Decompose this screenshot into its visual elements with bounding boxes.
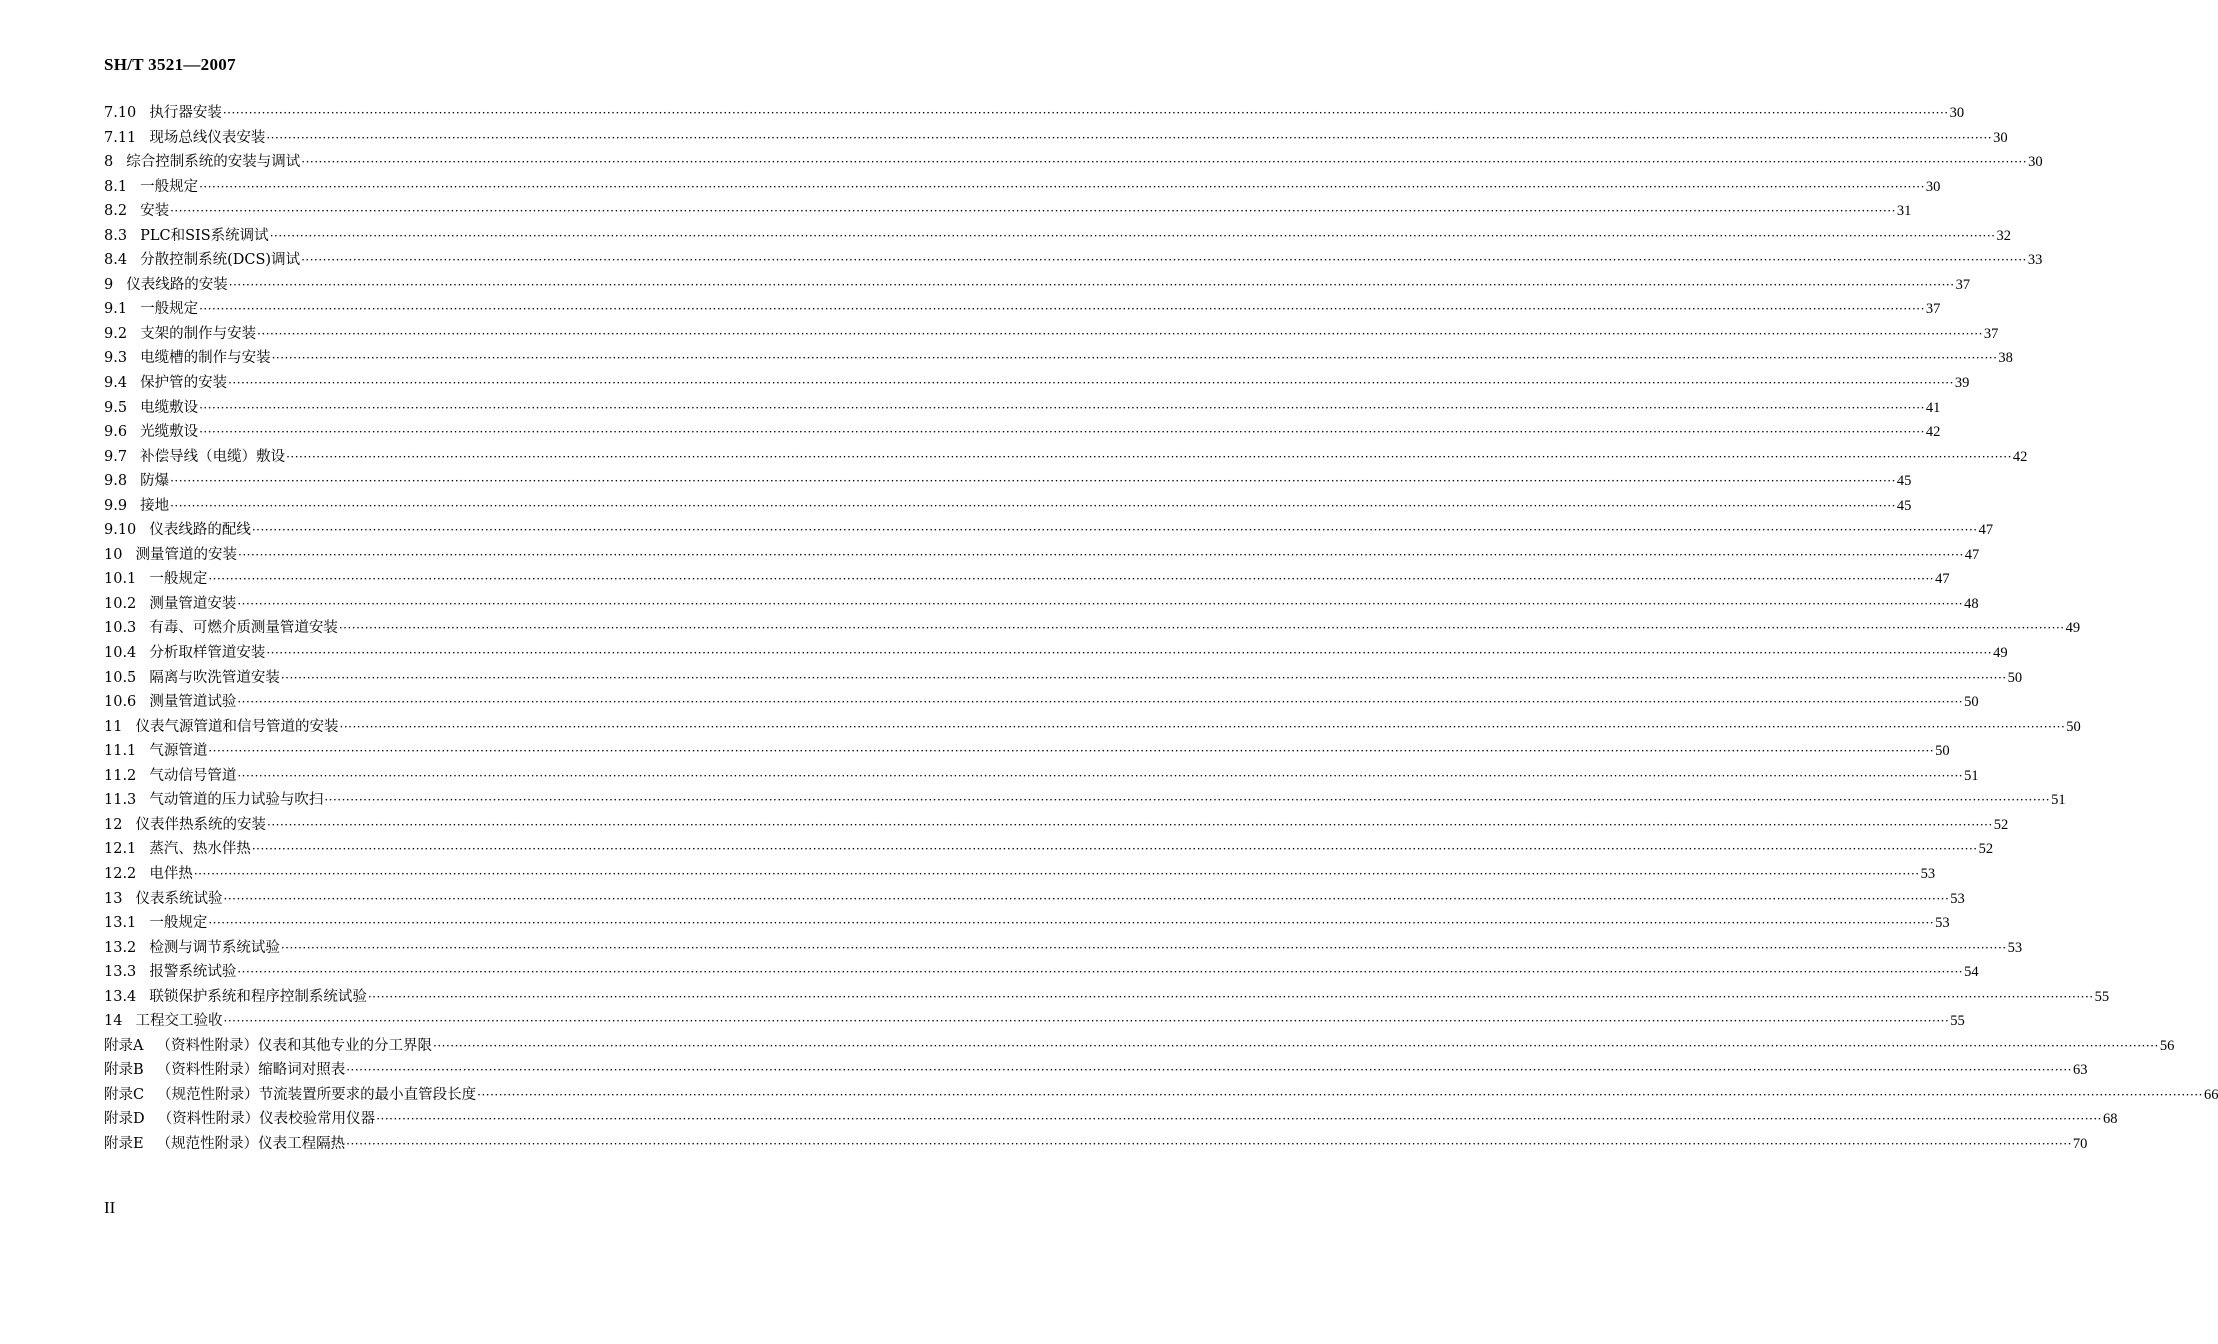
toc-entry-page: 47	[1964, 546, 1980, 563]
toc-entry[interactable]	[104, 101, 1965, 126]
toc-entry-title	[104, 1132, 345, 1157]
dot-leader: ················································································································································································································································································································································································································	[286, 449, 2012, 464]
toc-entry-number: 10.4	[104, 645, 137, 662]
dot-leader: ················································································································································································································································································································································································································	[199, 400, 1925, 415]
toc-entry-text: 联锁保护系统和程序控制系统试验	[149, 988, 367, 1005]
toc-entry-page: 51	[2051, 792, 2066, 809]
toc-entry-page: 37	[1955, 276, 1971, 293]
toc-entry[interactable]	[104, 1034, 2175, 1059]
toc-entry-number: 附录A	[104, 1037, 144, 1054]
toc-entry-page: 31	[1896, 203, 1912, 220]
toc-entry-title	[104, 248, 300, 273]
dot-leader: ················································································································································································································································································································································································································	[257, 326, 1983, 341]
toc-entry-page: 39	[1954, 375, 1970, 392]
toc-entry-number: 13.3	[104, 964, 137, 981]
toc-entry-title	[104, 567, 207, 592]
toc-entry-title	[104, 690, 236, 715]
dot-leader: ················································································································································································································································································································································································································	[237, 965, 1964, 980]
toc-entry-page: 42	[2012, 448, 2028, 465]
toc-entry-text: 气动管道的压力试验与吹扫	[149, 792, 324, 809]
toc-entry-text: 测量管道安装	[149, 595, 237, 612]
toc-entry-number: 9	[104, 276, 114, 293]
dot-leader: ················································································································································································································································································································································································································	[266, 130, 1993, 145]
toc-entry-page: 30	[1925, 178, 1941, 195]
toc-entry-title	[104, 985, 367, 1010]
toc-entry-page: 66	[2203, 1086, 2218, 1103]
toc-entry-title	[104, 199, 169, 224]
toc-entry-title	[104, 813, 266, 838]
toc-entry-page: 55	[1950, 1013, 1965, 1030]
toc-entry-number: 7.11	[104, 129, 137, 146]
toc-entry-text: 一般规定	[149, 571, 208, 588]
toc-entry-title	[104, 273, 228, 298]
dot-leader: ················································································································································································································································································································································································································	[170, 498, 1896, 513]
toc-entry[interactable]	[104, 911, 1950, 936]
toc-entry-title	[104, 126, 265, 151]
standard-code: SH/T 3521—2007	[104, 55, 236, 74]
toc-entry-number: 8.4	[104, 252, 128, 269]
toc-entry-page: 41	[1925, 399, 1941, 416]
toc-entry-page: 68	[2102, 1111, 2118, 1128]
toc-entry-number: 9.6	[104, 424, 128, 441]
toc-entry-title	[104, 936, 280, 961]
dot-leader: ················································································································································································································································································································································································································	[271, 351, 1998, 366]
toc-entry-page: 49	[2065, 620, 2081, 637]
toc-entry-text: 防爆	[140, 473, 170, 490]
toc-entry-title	[104, 616, 338, 641]
dot-leader: ················································································································································································································································································································································································································	[208, 572, 1935, 587]
toc-entry-text: 保护管的安装	[140, 375, 228, 392]
toc-entry-text: 一般规定	[149, 915, 208, 932]
toc-entry-page: 50	[2007, 669, 2023, 686]
dot-leader: ················································································································································································································································································································································································································	[222, 106, 1949, 120]
toc-entry-page: 49	[1993, 645, 2008, 662]
dot-leader: ················································································································································································································································································································································································································	[339, 719, 2066, 734]
toc-entry-text: 蒸汽、热水伴热	[149, 841, 251, 858]
toc-entry-page: 52	[1978, 841, 1994, 858]
toc-entry-title	[104, 739, 207, 764]
dot-leader: ················································································································································································································································································································································································································	[477, 1087, 2203, 1102]
toc-entry-number: 8.1	[104, 178, 128, 195]
toc-entry[interactable]	[104, 150, 2043, 175]
toc-entry-number: 13.4	[104, 988, 137, 1005]
toc-entry-number: 10.3	[104, 620, 137, 637]
toc-entry-number: 9.3	[104, 350, 128, 367]
toc-entry-text: （资料性附录）仪表校验常用仪器	[157, 1111, 376, 1128]
toc-entry-text: 补偿导线（电缆）敷设	[140, 448, 286, 465]
toc-entry-text: 一般规定	[140, 301, 199, 318]
toc-entry-text: 一般规定	[140, 178, 199, 195]
dot-leader: ················································································································································································································································································································································································································	[376, 1112, 2102, 1127]
toc-entry[interactable]	[104, 126, 2008, 151]
dot-leader: ················································································································································································································································································································································································································	[280, 670, 2007, 685]
toc-entry-number: 14	[104, 1013, 123, 1030]
dot-leader: ················································································································································································································································································································································································································	[301, 253, 2027, 268]
toc-entry-text: 测量管道试验	[149, 694, 237, 711]
toc-entry-page: 30	[1949, 105, 1965, 121]
dot-leader: ················································································································································································································································································································································································································	[251, 842, 1978, 857]
toc-entry-number: 8.3	[104, 227, 128, 244]
dot-leader: ················································································································································································································································································································································································································	[228, 376, 1954, 391]
toc-entry-number: 10	[104, 546, 123, 563]
toc-entry[interactable]	[104, 788, 2066, 813]
dot-leader: ················································································································································································································································································································································································································	[301, 155, 2028, 170]
toc-entry-title	[104, 788, 323, 813]
toc-entry-title	[104, 150, 300, 175]
toc-entry-page: 42	[1925, 424, 1941, 441]
toc-entry-page: 70	[2072, 1135, 2088, 1152]
toc-entry-title	[104, 1034, 432, 1059]
toc-entry-number: 13.1	[104, 915, 137, 932]
toc-entry[interactable]	[104, 567, 1950, 592]
toc-entry-text: 工程交工验收	[135, 1013, 223, 1030]
toc-entry-title	[104, 297, 198, 322]
toc-entry-page: 50	[1935, 743, 1950, 760]
dot-leader: ················································································································································································································································································································································································································	[237, 695, 1964, 710]
toc-entry-title	[104, 715, 339, 740]
toc-entry-title	[104, 592, 236, 617]
toc-entry-title	[104, 887, 223, 912]
toc-entry-title	[104, 322, 256, 347]
toc-entry-page: 47	[1978, 522, 1994, 539]
toc-entry-page: 48	[1964, 595, 1979, 612]
toc-entry-text: 分散控制系统(DCS)调试	[140, 252, 301, 269]
toc-entry-title	[104, 396, 198, 421]
toc-entry-title	[104, 862, 193, 887]
toc-entry-number: 8	[104, 154, 114, 171]
toc-entry-number: 附录C	[104, 1086, 145, 1103]
toc-entry-page: 30	[1993, 129, 2008, 146]
toc-entry[interactable]	[104, 543, 1980, 568]
dot-leader: ················································································································································································································································································································································································································	[324, 793, 2051, 808]
toc-entry-text: （资料性附录）仪表和其他专业的分工界限	[156, 1037, 433, 1054]
toc-entry-number: 9.10	[104, 522, 137, 539]
dot-leader: ················································································································································································································································································································································································································	[223, 1014, 1950, 1029]
dot-leader: ················································································································································································································································································································································································································	[346, 1063, 2072, 1078]
toc-entry-page: 52	[1993, 816, 2009, 833]
toc-entry-title	[104, 1107, 375, 1132]
toc-entry[interactable]	[104, 199, 1912, 224]
toc-entry-text: 执行器安装	[149, 105, 222, 121]
toc-entry[interactable]	[104, 175, 1941, 200]
toc-entry-text: 仪表伴热系统的安装	[135, 816, 266, 833]
toc-entry-number: 10.2	[104, 595, 137, 612]
toc-entry-title	[104, 101, 222, 126]
toc-entry-title	[104, 445, 285, 470]
toc-entry[interactable]	[104, 224, 2011, 249]
toc-entry[interactable]	[104, 1107, 2118, 1132]
toc-entry-number: 附录E	[104, 1135, 144, 1152]
toc-entry-text: 电缆槽的制作与安装	[140, 350, 271, 367]
toc-entry-page: 63	[2072, 1062, 2088, 1079]
toc-entry[interactable]	[104, 641, 2008, 666]
toc-entry[interactable]	[104, 371, 1970, 396]
toc-entry-number: 11.1	[104, 743, 137, 760]
toc-entry[interactable]	[104, 985, 2110, 1010]
toc-entry-page: 55	[2094, 988, 2110, 1005]
toc-entry-number: 9.4	[104, 375, 128, 392]
toc-entry-number: 9.8	[104, 473, 128, 490]
toc-entry[interactable]	[104, 297, 1941, 322]
toc-entry-page: 37	[1983, 325, 1999, 342]
toc-entry-number: 9.7	[104, 448, 128, 465]
dot-leader: ················································································································································································································································································································································································································	[237, 596, 1964, 611]
toc-entry-number: 11.2	[104, 767, 137, 784]
toc-entry-title	[104, 224, 269, 249]
toc-entry-text: （规范性附录）节流装置所要求的最小直管段长度	[157, 1086, 477, 1103]
toc-entry[interactable]	[104, 273, 1971, 298]
toc-entry-page: 30	[2028, 154, 2043, 171]
dot-leader: ················································································································································································································································································································································································································	[238, 547, 1964, 562]
toc-entry[interactable]	[104, 396, 1941, 421]
toc-entry-number: 12	[104, 816, 123, 833]
dot-leader: ················································································································································································································································································································································································································	[237, 768, 1964, 783]
toc-entry-number: 附录D	[104, 1111, 145, 1128]
toc-entry-number: 9.9	[104, 497, 128, 514]
toc-entry-number: 11.3	[104, 792, 137, 809]
toc-entry[interactable]	[104, 248, 2043, 273]
toc-entry-number: 9.2	[104, 325, 128, 342]
toc-entry-page: 47	[1935, 571, 1950, 588]
toc-entry-title	[104, 175, 198, 200]
toc-entry[interactable]	[104, 494, 1912, 519]
toc-entry-title	[104, 837, 251, 862]
toc-entry[interactable]	[104, 322, 1999, 347]
dot-leader: ················································································································································································································································································································································································································	[193, 866, 1920, 881]
toc-entry[interactable]	[104, 445, 2028, 470]
toc-entry[interactable]	[104, 592, 1979, 617]
dot-leader: ················································································································································································································································································································································································································	[346, 1136, 2072, 1151]
toc-entry-page: 32	[1996, 227, 2011, 244]
dot-leader: ················································································································································································································································································································································································································	[199, 179, 1925, 194]
dot-leader: ················································································································································································································································································································································································································	[199, 302, 1925, 317]
dot-leader: ················································································································································································································································································································································································································	[280, 940, 2007, 955]
toc-entry-page: 33	[2027, 252, 2043, 269]
toc-entry-title	[104, 420, 198, 445]
toc-entry-title	[104, 641, 265, 666]
toc-entry-title	[104, 543, 237, 568]
toc-entry[interactable]	[104, 346, 2013, 371]
toc-entry[interactable]	[104, 837, 1994, 862]
toc-entry-title	[104, 518, 251, 543]
toc-entry-number: 10.6	[104, 694, 137, 711]
toc-entry[interactable]	[104, 518, 1994, 543]
toc-entry[interactable]	[104, 690, 1979, 715]
toc-entry[interactable]	[104, 1132, 2088, 1157]
dot-leader: ················································································································································································································································································································································································································	[208, 744, 1935, 759]
dot-leader: ················································································································································································································································································································································································································	[266, 646, 1993, 661]
toc-entry[interactable]	[104, 666, 2023, 691]
page-number: II	[104, 1198, 116, 1217]
toc-entry-text: 接地	[140, 497, 170, 514]
toc-entry-text: 支架的制作与安装	[140, 325, 257, 342]
toc-entry-title	[104, 371, 227, 396]
toc-entry-text: 光缆敷设	[140, 424, 199, 441]
toc-entry-text: 仪表线路的配线	[149, 522, 251, 539]
toc-entry-text: 仪表系统试验	[135, 890, 223, 907]
toc-entry-page: 51	[1964, 767, 1979, 784]
toc-entry-title	[104, 1083, 476, 1108]
dot-leader: ················································································································································································································································································································································································································	[199, 425, 1925, 440]
toc-entry-text: 气源管道	[149, 743, 208, 760]
toc-entry-text: 仪表线路的安装	[126, 276, 228, 293]
toc-entry-page: 38	[1998, 350, 2013, 367]
toc-entry[interactable]	[104, 715, 2081, 740]
dot-leader: ················································································································································································································································································································································································································	[170, 204, 1896, 219]
toc-entry-text: 电伴热	[149, 865, 193, 882]
toc-entry[interactable]	[104, 616, 2081, 641]
toc-entry-page: 37	[1925, 301, 1941, 318]
toc-entry[interactable]	[104, 936, 2023, 961]
toc-entry-text: 隔离与吹洗管道安装	[149, 669, 280, 686]
toc-entry[interactable]	[104, 862, 1936, 887]
toc-entry-number: 9.5	[104, 399, 128, 416]
toc-entry-text: 有毒、可燃介质测量管道安装	[149, 620, 338, 637]
toc-entry-text: 报警系统试验	[149, 964, 237, 981]
toc-entry-title	[104, 1058, 345, 1083]
toc-entry[interactable]	[104, 420, 1941, 445]
toc-entry[interactable]	[104, 813, 2009, 838]
toc-entry-page: 54	[1964, 964, 1979, 981]
toc-entry-page: 50	[1964, 694, 1979, 711]
toc-entry-text: （规范性附录）仪表工程隔热	[156, 1135, 346, 1152]
toc-entry-title	[104, 494, 169, 519]
toc-entry[interactable]	[104, 960, 1979, 985]
toc-entry-page: 45	[1896, 497, 1912, 514]
toc-entry-text: 测量管道的安装	[135, 546, 237, 563]
toc-entry-text: 仪表气源管道和信号管道的安装	[135, 718, 339, 735]
toc-entry[interactable]	[104, 887, 1965, 912]
toc-entry[interactable]	[104, 739, 1950, 764]
toc-entry[interactable]	[104, 1009, 1965, 1034]
dot-leader: ················································································································································································································································································································································································································	[208, 916, 1935, 931]
toc-entry-text: 安装	[140, 203, 170, 220]
toc-entry[interactable]	[104, 1058, 2088, 1083]
dot-leader: ················································································································································································································································································································································································································	[269, 228, 1996, 243]
toc-entry-title	[104, 346, 271, 371]
toc-entry-text: 检测与调节系统试验	[149, 939, 280, 956]
table-of-contents	[104, 101, 2218, 1157]
toc-entry-page: 53	[1950, 890, 1965, 907]
toc-entry-text: 气动信号管道	[149, 767, 237, 784]
dot-leader: ················································································································································································································································································································································································································	[170, 474, 1896, 489]
toc-entry-page: 53	[1935, 915, 1950, 932]
toc-entry-number: 12.2	[104, 865, 137, 882]
toc-entry-number: 11	[104, 718, 123, 735]
toc-entry-number: 12.1	[104, 841, 137, 858]
toc-entry-number: 8.2	[104, 203, 128, 220]
toc-entry-text: PLC和SIS系统调试	[140, 227, 269, 244]
dot-leader: ················································································································································································································································································································································································································	[433, 1038, 2159, 1053]
toc-entry-number: 7.10	[104, 105, 137, 121]
dot-leader: ················································································································································································································································································································································································································	[251, 523, 1978, 538]
toc-entry-text: 综合控制系统的安装与调试	[126, 154, 301, 171]
toc-entry-number: 10.5	[104, 669, 137, 686]
toc-entry-page: 53	[1920, 865, 1936, 882]
toc-entry-text: 分析取样管道安装	[149, 645, 266, 662]
toc-entry[interactable]	[104, 1083, 2218, 1108]
dot-leader: ················································································································································································································································································································································································································	[338, 621, 2065, 636]
toc-entry-text: （资料性附录）缩略词对照表	[156, 1062, 346, 1079]
toc-entry-number: 13.2	[104, 939, 137, 956]
toc-entry-page: 45	[1896, 473, 1912, 490]
toc-entry-number: 9.1	[104, 301, 128, 318]
toc-entry-title	[104, 666, 280, 691]
toc-entry[interactable]	[104, 469, 1912, 494]
toc-entry-page: 53	[2007, 939, 2023, 956]
toc-entry-page: 50	[2066, 718, 2081, 735]
toc-entry-number: 10.1	[104, 571, 137, 588]
toc-entry-number: 附录B	[104, 1062, 144, 1079]
toc-entry-title	[104, 469, 169, 494]
toc-entry-title	[104, 764, 236, 789]
toc-entry-text: 电缆敷设	[140, 399, 199, 416]
toc-entry-number: 13	[104, 890, 123, 907]
toc-entry-page: 56	[2159, 1037, 2175, 1054]
toc-entry[interactable]	[104, 764, 1979, 789]
toc-entry-title	[104, 911, 207, 936]
dot-leader: ················································································································································································································································································································································································································	[367, 989, 2094, 1004]
dot-leader: ················································································································································································································································································································································································································	[228, 277, 1955, 292]
toc-entry-title	[104, 960, 236, 985]
toc-entry-title	[104, 1009, 223, 1034]
toc-entry-text: 现场总线仪表安装	[149, 129, 266, 146]
dot-leader: ················································································································································································································································································································································································································	[267, 817, 1993, 832]
dot-leader: ················································································································································································································································································································································································································	[223, 891, 1950, 906]
